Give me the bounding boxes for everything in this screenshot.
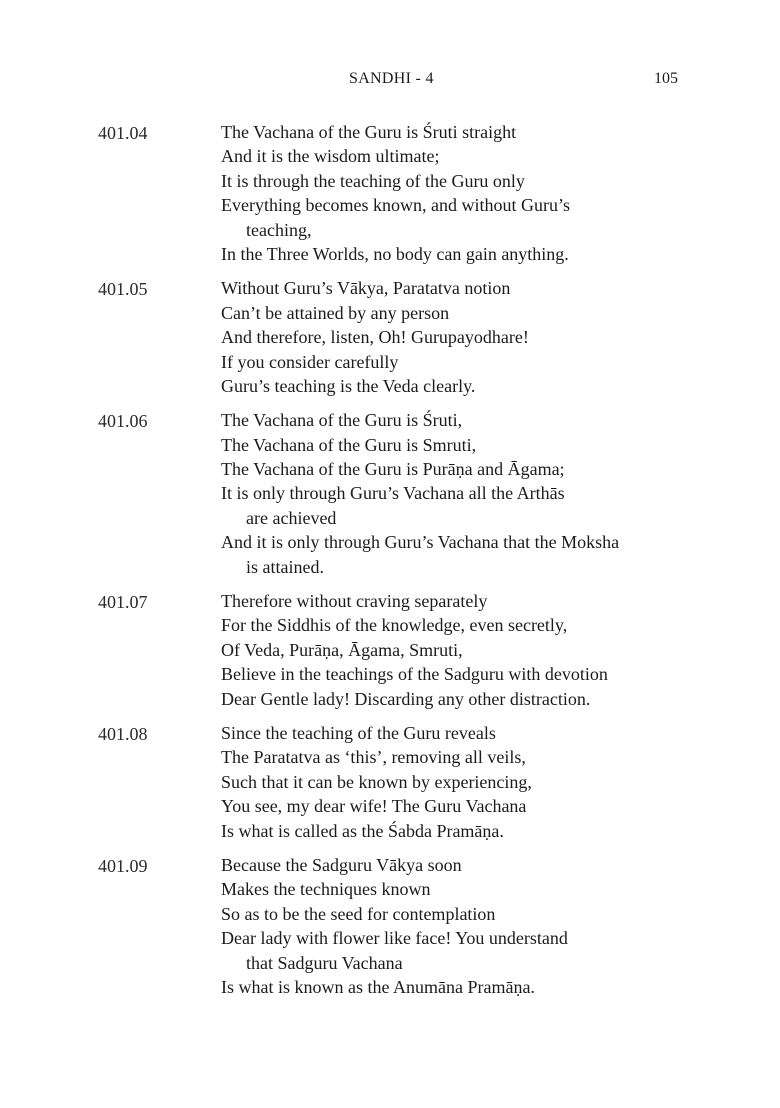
- verse-line: It is through the teaching of the Guru only: [221, 170, 525, 191]
- verse-line: are achieved: [246, 507, 337, 528]
- verse-text: [221, 408, 721, 579]
- verse-line: Therefore without craving separately: [221, 591, 488, 612]
- verse-number: 401.09: [98, 855, 148, 876]
- verse-line: Dear lady with flower like face! You understand: [221, 928, 568, 949]
- verse-line: It is only through Guru’s Vachana all the Arthās: [221, 483, 565, 504]
- verse-line: You see, my dear wife! The Guru Vachana: [221, 796, 527, 817]
- verse-line: For the Siddhis of the knowledge, even secretly,: [221, 615, 568, 636]
- verse-list: [0, 120, 780, 1009]
- verse-line: Everything becomes known, and without Guru’s: [221, 195, 570, 216]
- verse-line: And therefore, listen, Oh! Gurupayodhare!: [221, 327, 529, 348]
- verse-line: And it is only through Guru’s Vachana that the Moksha: [221, 532, 620, 553]
- verse-line: Without Guru’s Vākya, Paratatva notion: [221, 278, 511, 299]
- verse-line: Can’t be attained by any person: [221, 302, 450, 323]
- verse-text: [221, 853, 721, 999]
- verse-block: [0, 276, 780, 398]
- verse-block: [0, 721, 780, 843]
- verse-line: In the Three Worlds, no body can gain anything.: [221, 243, 569, 264]
- verse-line: The Vachana of the Guru is Śruti straight: [221, 122, 517, 142]
- verse-line: So as to be the seed for contemplation: [221, 903, 496, 924]
- page-number: 105: [654, 70, 678, 87]
- verse-line: teaching,: [246, 219, 312, 240]
- verse-number: 401.04: [98, 123, 148, 143]
- verse-line: Makes the techniques known: [221, 879, 431, 900]
- chapter-title: SANDHI - 4: [349, 70, 434, 87]
- verse-block: [0, 589, 780, 711]
- verse-text: [221, 721, 721, 843]
- verse-text: [221, 589, 721, 711]
- verse-line: Because the Sadguru Vākya soon: [221, 854, 462, 875]
- verse-line: Is what is called as the Śabda Pramāṇa.: [221, 820, 504, 841]
- verse-number: 401.05: [98, 279, 148, 300]
- verse-line: The Vachana of the Guru is Śruti,: [221, 410, 463, 431]
- running-head: [0, 70, 780, 94]
- verse-line: Since the teaching of the Guru reveals: [221, 722, 496, 743]
- verse-line: The Vachana of the Guru is Smruti,: [221, 434, 477, 455]
- verse-number: 401.07: [98, 592, 148, 613]
- verse-line: The Vachana of the Guru is Purāṇa and Āgama;: [221, 459, 565, 480]
- verse-text: [221, 120, 721, 266]
- verse-line: If you consider carefully: [221, 351, 399, 372]
- verse-line: that Sadguru Vachana: [246, 952, 403, 973]
- verse-number: 401.08: [98, 723, 148, 744]
- verse-line: The Paratatva as ‘this’, removing all veils,: [221, 747, 526, 768]
- verse-line: Believe in the teachings of the Sadguru with devotion: [221, 664, 608, 685]
- verse-line: is attained.: [246, 556, 324, 577]
- verse-line: And it is the wisdom ultimate;: [221, 146, 440, 167]
- verse-line: Is what is known as the Anumāna Pramāṇa.: [221, 976, 535, 997]
- verse-line: Guru’s teaching is the Veda clearly.: [221, 375, 476, 396]
- verse-line: Such that it can be known by experiencing,: [221, 771, 532, 792]
- verse-number: 401.06: [98, 411, 148, 432]
- verse-line: Dear Gentle lady! Discarding any other distraction.: [221, 688, 591, 709]
- verse-block: [0, 120, 780, 266]
- verse-text: [221, 276, 721, 398]
- verse-block: [0, 853, 780, 999]
- verse-block: [0, 408, 780, 579]
- verse-line: Of Veda, Purāṇa, Āgama, Smruti,: [221, 639, 463, 660]
